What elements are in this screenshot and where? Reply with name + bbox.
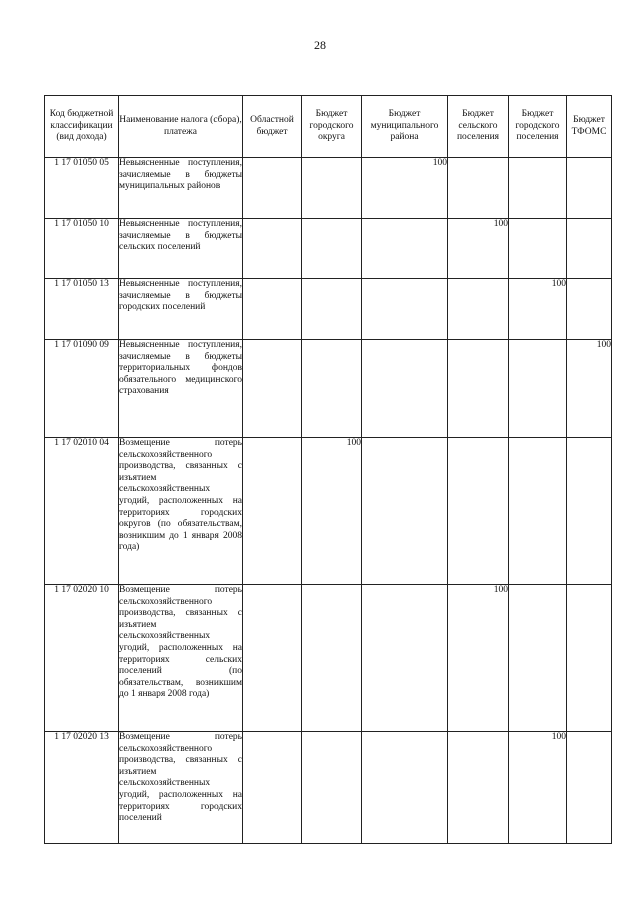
cell-value — [243, 585, 302, 732]
cell-value: 100 — [509, 732, 567, 844]
cell-value — [302, 585, 362, 732]
cell-value — [509, 158, 567, 219]
cell-value — [448, 340, 509, 438]
row-name: Невыясненные поступления, зачисляемые в бюджеты территориальных фондов обязательного медицинского страхования — [119, 340, 243, 438]
cell-value: 100 — [567, 340, 612, 438]
header-tfoms-budget: Бюджет ТФОМС — [567, 96, 612, 158]
cell-value: 100 — [302, 438, 362, 585]
cell-value — [362, 585, 448, 732]
cell-value — [448, 158, 509, 219]
cell-value — [362, 438, 448, 585]
header-regional-budget: Областной бюджет — [243, 96, 302, 158]
cell-value — [302, 158, 362, 219]
cell-value — [448, 732, 509, 844]
header-name: Наименование налога (сбора), платежа — [119, 96, 243, 158]
table-row — [45, 279, 612, 340]
cell-value — [362, 219, 448, 279]
cell-value — [362, 732, 448, 844]
row-name: Возмещение потерь сельскохозяйственного производства, связанных с изъятием сельскохозяйственных угодий, расположенных на территориях сельских поселений (по обязательствам, возникшим до 1 января 2008 года) — [119, 585, 243, 732]
cell-value — [243, 219, 302, 279]
cell-value — [448, 279, 509, 340]
row-code: 1 17 01050 05 — [45, 158, 119, 219]
row-code: 1 17 01090 09 — [45, 340, 119, 438]
row-code: 1 17 01050 13 — [45, 279, 119, 340]
row-name: Невыясненные поступления, зачисляемые в бюджеты городских поселений — [119, 279, 243, 340]
header-municipal-district-budget: Бюджет муниципального района — [362, 96, 448, 158]
table-row — [45, 438, 612, 585]
cell-value — [243, 732, 302, 844]
cell-value — [567, 438, 612, 585]
cell-value — [567, 158, 612, 219]
header-code: Код бюджетной классификации (вид дохода) — [45, 96, 119, 158]
cell-value — [243, 158, 302, 219]
budget-classification-table — [44, 95, 612, 844]
row-name: Невыясненные поступления, зачисляемые в бюджеты сельских поселений — [119, 219, 243, 279]
cell-value — [302, 279, 362, 340]
cell-value — [567, 585, 612, 732]
header-city-district-budget: Бюджет городского округа — [302, 96, 362, 158]
header-urban-settlement-budget: Бюджет городского поселения — [509, 96, 567, 158]
cell-value — [302, 219, 362, 279]
cell-value — [243, 279, 302, 340]
cell-value — [509, 340, 567, 438]
cell-value — [243, 340, 302, 438]
row-code: 1 17 01050 10 — [45, 219, 119, 279]
cell-value — [362, 340, 448, 438]
cell-value — [567, 279, 612, 340]
table-row — [45, 158, 612, 219]
cell-value: 100 — [362, 158, 448, 219]
cell-value — [567, 732, 612, 844]
cell-value — [243, 438, 302, 585]
table-row — [45, 732, 612, 844]
row-name: Возмещение потерь сельскохозяйственного производства, связанных с изъятием сельскохозяйственных угодий, расположенных на территориях городских округов (по обязательствам, возникшим до 1 января 2008 года) — [119, 438, 243, 585]
row-name: Возмещение потерь сельскохозяйственного производства, связанных с изъятием сельскохозяйственных угодий, расположенных на территориях городских поселений — [119, 732, 243, 844]
cell-value — [509, 219, 567, 279]
table-row — [45, 219, 612, 279]
row-code: 1 17 02020 10 — [45, 585, 119, 732]
row-code: 1 17 02020 13 — [45, 732, 119, 844]
cell-value: 100 — [509, 279, 567, 340]
cell-value — [448, 438, 509, 585]
row-name: Невыясненные поступления, зачисляемые в бюджеты муниципальных районов — [119, 158, 243, 219]
cell-value — [509, 438, 567, 585]
table-row — [45, 585, 612, 732]
table-row — [45, 340, 612, 438]
header-rural-settlement-budget: Бюджет сельского поселения — [448, 96, 509, 158]
page-number: 28 — [314, 38, 326, 52]
cell-value — [302, 340, 362, 438]
row-code: 1 17 02010 04 — [45, 438, 119, 585]
cell-value: 100 — [448, 219, 509, 279]
cell-value — [362, 279, 448, 340]
header-row — [45, 96, 612, 158]
cell-value: 100 — [448, 585, 509, 732]
cell-value — [509, 585, 567, 732]
cell-value — [302, 732, 362, 844]
cell-value — [567, 219, 612, 279]
